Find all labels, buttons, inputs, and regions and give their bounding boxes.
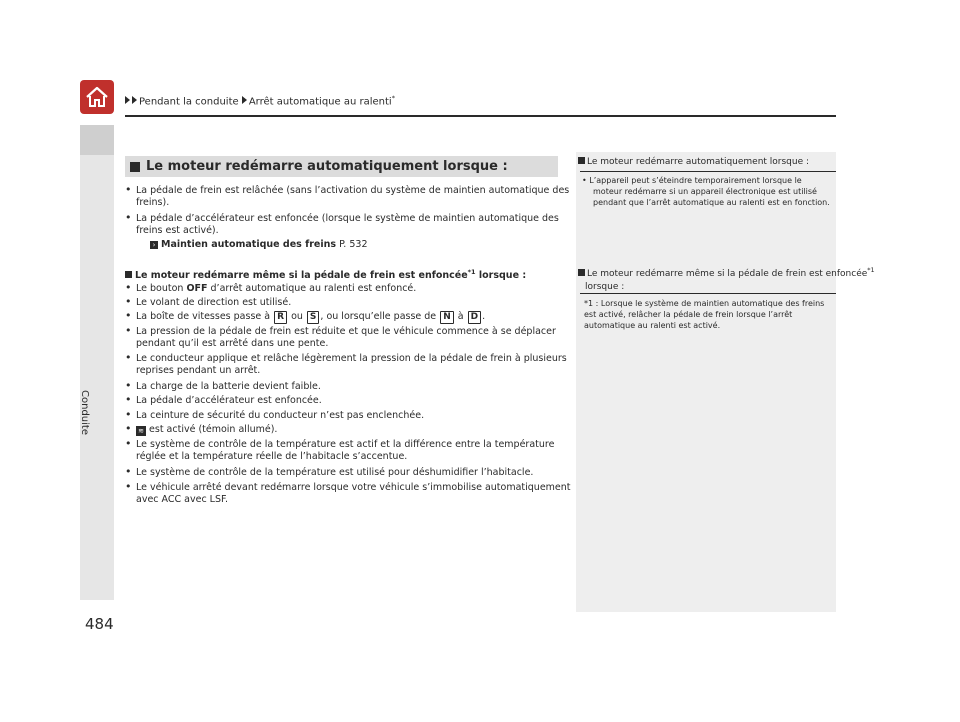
breadcrumb-arrow-icon: [132, 96, 137, 104]
list-item: • Le véhicule arrêté devant redémarre lorsque votre véhicule s’immobilise automatiquement: [125, 480, 571, 493]
subsection-title: Le moteur redémarre même si la pédale de frein est enfoncée$^{*1}$ lorsque :: [125, 266, 526, 282]
note-text: automatique au ralenti est activé.: [584, 321, 721, 330]
note-text: pendant que l’arrêt automatique au ralenti est en fonction.: [593, 198, 830, 207]
note-text: *1 : Lorsque le système de maintien automatique des freins: [584, 299, 825, 308]
home-icon: [85, 86, 109, 108]
list-item: • Le bouton OFF d’arrêt automatique au ralenti est enfoncé.: [125, 281, 417, 294]
gear-key-d: D: [468, 311, 481, 324]
cross-reference[interactable]: › Maintien automatique des freins P. 532: [150, 238, 367, 251]
note-marker-icon: [578, 157, 585, 164]
page-number: 484: [85, 615, 114, 633]
note-text: est activé, relâcher la pédale de frein lorsque l’arrêt: [584, 310, 793, 319]
note-text: moteur redémarre si un appareil électronique est utilisé: [593, 187, 817, 196]
section-title: Le moteur redémarre automatiquement lorsque :: [146, 159, 508, 174]
breadcrumb-asterisk: *: [391, 94, 395, 102]
note-rule: [580, 293, 836, 294]
list-item-continuation: pendant qu’il est arrêté dans une pente.: [136, 338, 329, 349]
list-item: • La charge de la batterie devient faible.: [125, 379, 321, 392]
list-item-continuation: freins est activé).: [136, 225, 219, 236]
note-title-continuation: lorsque :: [585, 282, 625, 292]
list-item-continuation: avec ACC avec LSF.: [136, 494, 228, 505]
breadcrumb: [125, 94, 395, 107]
note-text: • L’appareil peut s’éteindre temporairement lorsque le: [582, 176, 802, 185]
arrow-box-icon: ›: [150, 241, 158, 249]
list-item: • ≋ est activé (témoin allumé).: [125, 422, 278, 435]
list-item-continuation: réglée et la température réelle de l’habitacle s’accentue.: [136, 451, 408, 462]
sidebar-strip: [80, 125, 114, 600]
breadcrumb-part1[interactable]: Pendant la conduite: [139, 96, 239, 108]
list-item: • Le système de contrôle de la température est utilisé pour déshumidifier l’habitacle.: [125, 465, 534, 478]
header-rule: [125, 115, 836, 117]
list-item-continuation: freins).: [136, 197, 170, 208]
list-item: • La pression de la pédale de frein est réduite et que le véhicule commence à se déplacer: [125, 324, 556, 337]
gear-key-r: R: [274, 311, 287, 324]
sidebar-tab-marker: [80, 125, 114, 155]
list-item: • Le système de contrôle de la température est actif et la différence entre la température: [125, 437, 555, 450]
gear-key-s: S: [307, 311, 319, 324]
list-item: • Le conducteur applique et relâche légèrement la pression de la pédale de frein à plusieurs: [125, 351, 567, 364]
sidebar-chapter-label[interactable]: Conduite: [79, 390, 90, 435]
list-item: • La ceinture de sécurité du conducteur n’est pas enclenchée.: [125, 408, 425, 421]
list-item: • La pédale d’accélérateur est enfoncée (lorsque le système de maintien automatique des: [125, 211, 559, 224]
list-item-continuation: reprises pendant un arrêt.: [136, 365, 261, 376]
breadcrumb-part2[interactable]: Arrêt automatique au ralenti: [248, 96, 392, 108]
gear-key-n: N: [440, 311, 454, 324]
section-square-icon: [130, 162, 140, 172]
note-marker-icon: [578, 269, 585, 276]
note-rule: [580, 171, 836, 172]
breadcrumb-arrow-icon: [125, 96, 130, 104]
section-header: [125, 156, 558, 177]
list-item: • Le volant de direction est utilisé.: [125, 295, 292, 308]
list-item: • La pédale de frein est relâchée (sans l’activation du système de maintien automatique des: [125, 183, 570, 196]
subsection-square-icon: [125, 271, 132, 278]
list-item: • La boîte de vitesses passe à R ou S , ou lorsqu’elle passe de N à D .: [125, 309, 486, 322]
notes-panel: [576, 152, 836, 612]
breadcrumb-arrow-icon: [242, 96, 247, 104]
note-title: Le moteur redémarre même si la pédale de frein est enfoncée$^{*1}$: [578, 266, 875, 279]
list-item: • La pédale d’accélérateur est enfoncée.: [125, 393, 322, 406]
note-title: Le moteur redémarre automatiquement lorsque :: [578, 157, 809, 167]
abs-warning-icon: ≋: [136, 426, 146, 436]
home-button[interactable]: [80, 80, 114, 114]
